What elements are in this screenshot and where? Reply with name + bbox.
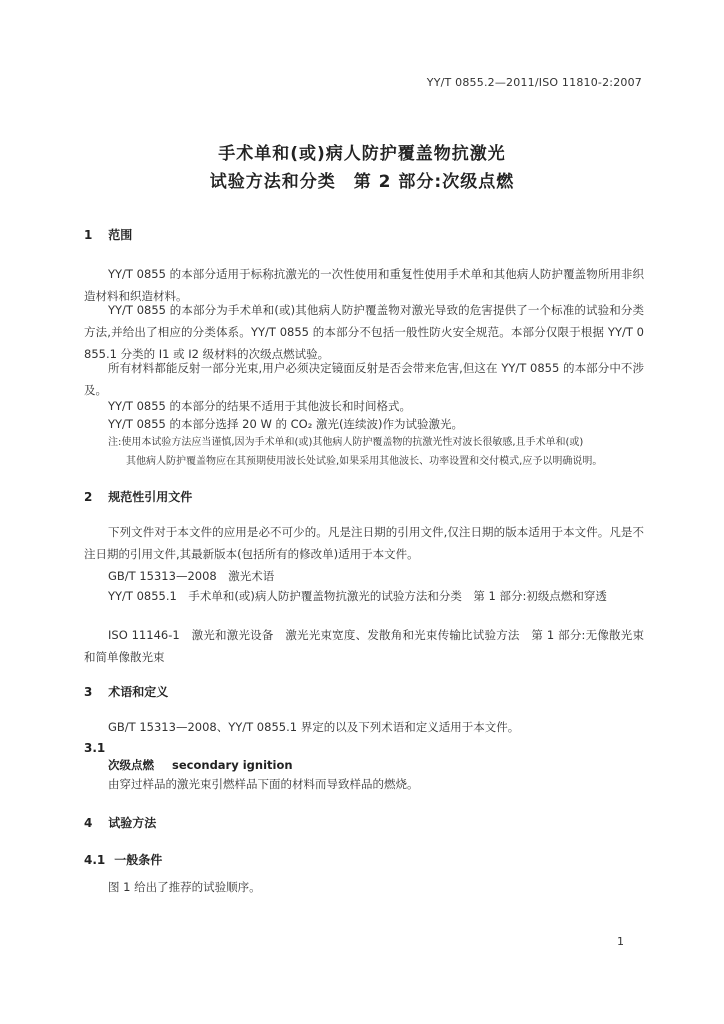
section-2-paragraph-1: 下列文件对于本文件的应用是必不可少的。凡是注日期的引用文件,仅注日期的版本适用于本文件。凡是不注日期的引用文件,其最新版本(包括所有的修改单)适用于本文件。: [84, 525, 644, 561]
subsection-4-1-heading: [84, 851, 162, 868]
section-3-heading: [84, 683, 168, 700]
term-chinese: 次级点燃: [108, 758, 154, 772]
section-3-number: 3: [84, 685, 93, 699]
subsection-4-1-title: 一般条件: [114, 853, 163, 867]
section-2-reference-2: YY/T 0855.1 手术单和(或)病人防护覆盖物抗激光的试验方法和分类 第 1 部分:初级点燃和穿透: [108, 589, 607, 603]
section-1-paragraph-3: 所有材料都能反射一部分光束,用户必须决定镜面反射是否会带来危害,但这在 YY/T 0855 的本部分中不涉及。: [84, 361, 644, 397]
term-english: secondary ignition: [172, 758, 293, 772]
section-1-number: 1: [84, 228, 93, 242]
section-1-heading: [84, 226, 132, 243]
section-1-note: [108, 433, 644, 471]
section-2-title: 规范性引用文件: [108, 490, 193, 504]
section-4-title: 试验方法: [108, 816, 157, 830]
section-4-number: 4: [84, 816, 93, 830]
section-1-title: 范围: [108, 228, 133, 242]
note-line-2: 其他病人防护覆盖物应在其预期使用波长处试验,如果采用其他波长、功率设置和交付模式,应予以明确说明。: [126, 456, 603, 467]
section-2-reference-3: ISO 11146-1 激光和激光设备 激光光束宽度、发散角和光束传输比试验方法 第 1 部分:无像散光束和简单像散光束: [84, 628, 644, 664]
section-2-reference-1: GB/T 15313—2008 激光术语: [108, 569, 275, 583]
term-entry: [108, 757, 293, 773]
page-number: 1: [617, 935, 624, 948]
section-1-paragraph-1: YY/T 0855 的本部分适用于标称抗激光的一次性使用和重复性使用手术单和其他病人防护覆盖物所用非织造材料和织造材料。: [84, 267, 644, 303]
section-2-number: 2: [84, 490, 93, 504]
section-1-paragraph-2: YY/T 0855 的本部分为手术单和(或)其他病人防护覆盖物对激光导致的危害提供了一个标准的试验和分类方法,并给出了相应的分类体系。YY/T 0855 的本部分不包括一般性防火安全规范。本部分仅限于根据 YY/T 0855.1 分类的 I1 或 I2 级材料的次级点燃试验。: [84, 303, 644, 361]
section-3-title: 术语和定义: [108, 685, 169, 699]
term-definition: 由穿过样品的激光束引燃样品下面的材料而导致样品的燃烧。: [108, 777, 419, 791]
standard-number: YY/T 0855.2—2011/ISO 11810-2:2007: [426, 76, 642, 89]
note-line-1: 注:使用本试验方法应当谨慎,因为手术单和(或)其他病人防护覆盖物的抗激光性对波长很敏感,且手术单和(或): [108, 437, 584, 448]
section-2-heading: [84, 488, 192, 505]
section-4-heading: [84, 814, 156, 831]
subsection-4-1-number: 4.1: [84, 853, 106, 867]
section-1-paragraph-5: YY/T 0855 的本部分选择 20 W 的 CO₂ 激光(连续波)作为试验激光。: [108, 417, 463, 431]
subsection-3-1-number: 3.1: [84, 741, 106, 755]
document-title-line-2: 试验方法和分类 第 2 部分:次级点燃: [209, 172, 515, 192]
subsection-4-1-paragraph: 图 1 给出了推荐的试验顺序。: [108, 880, 261, 894]
document-title-line-1: 手术单和(或)病人防护覆盖物抗激光: [218, 144, 506, 164]
section-3-paragraph: GB/T 15313—2008、YY/T 0855.1 界定的以及下列术语和定义适用于本文件。: [108, 720, 520, 734]
section-1-paragraph-4: YY/T 0855 的本部分的结果不适用于其他波长和时间格式。: [108, 399, 412, 413]
